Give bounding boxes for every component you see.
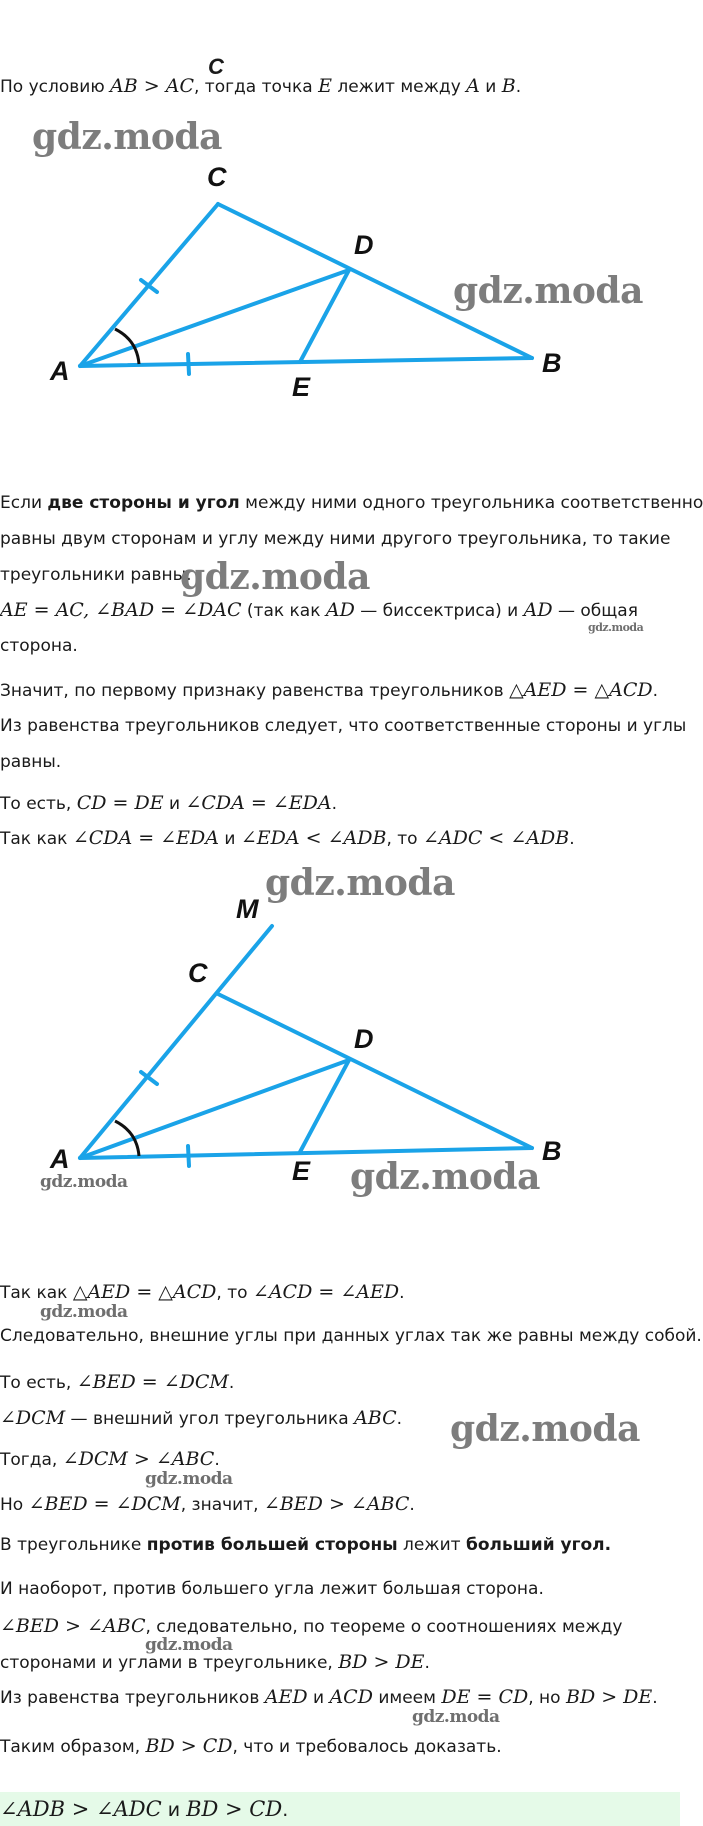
math: △AED = △ACD: [72, 1281, 217, 1303]
watermark: gdz.moda: [180, 556, 370, 598]
text: имеем: [372, 1688, 442, 1708]
math: ∠ACD = ∠AED: [252, 1281, 400, 1303]
paragraph-rule-line2: равны двум сторонам и углу между ними другого треугольника, то такие: [0, 529, 671, 549]
text: Тогда,: [0, 1450, 63, 1470]
watermark: gdz.moda: [350, 1156, 540, 1198]
bold-text: против большей стороны: [146, 1535, 398, 1555]
text: Так как: [0, 1283, 73, 1303]
triangle-figure-2: [0, 880, 680, 1210]
answer-text: [0, 1797, 680, 1822]
text: Но: [0, 1495, 29, 1515]
text: .: [569, 829, 575, 849]
text: , значит,: [180, 1495, 264, 1515]
text: .: [604, 1535, 612, 1555]
paragraph-but: [0, 1492, 680, 1517]
math: ABC: [354, 1407, 397, 1429]
math: ∠BED > ∠ABC: [0, 1615, 146, 1637]
label-c: C: [207, 162, 227, 192]
paragraph-conclusion: [0, 1734, 680, 1759]
text: , то: [216, 1283, 253, 1303]
math: AB > AC: [110, 75, 194, 97]
text: Если: [0, 493, 48, 513]
text: , следовательно, по теореме о соотношениях между: [145, 1617, 623, 1637]
label-a: A: [50, 356, 70, 386]
paragraph-that-is: [0, 791, 680, 816]
angle-arc: [115, 329, 139, 364]
watermark: gdz.moda: [40, 1302, 128, 1322]
label-b: B: [542, 348, 562, 378]
text: и: [307, 1688, 330, 1708]
math: ∠CDA = ∠EDA: [185, 792, 332, 814]
paragraph-external-angles: Следовательно, внешние углы при данных углах так же равны между собой.: [0, 1326, 702, 1346]
paragraph-then: [0, 1447, 680, 1472]
math: AE = AC, ∠BAD = ∠DAC: [0, 599, 242, 621]
text: и: [163, 794, 186, 814]
paragraph-theorem: [0, 1614, 680, 1639]
math: ∠BED = ∠DCM: [76, 1371, 229, 1393]
math: ∠BED = ∠DCM: [28, 1493, 181, 1515]
paragraph-first-criterion: [0, 678, 680, 703]
watermark: gdz.moda: [145, 1635, 233, 1655]
paragraph-bed-dcm: [0, 1370, 680, 1395]
text: По условию: [0, 77, 111, 97]
tick-ae: [188, 354, 189, 374]
text: .: [331, 794, 338, 814]
text: .: [399, 1283, 405, 1303]
angle-arc: [115, 1121, 139, 1156]
label-a: A: [50, 1144, 70, 1174]
segment-ab: [80, 358, 532, 366]
segment-cb: [218, 994, 532, 1148]
paragraph-from-equality: [0, 1685, 680, 1710]
math: BD > CD: [186, 1797, 283, 1821]
math: E: [318, 75, 332, 97]
text: — внешний угол треугольника: [65, 1409, 355, 1429]
text: Значит, по первому признаку равенства треугольников: [0, 681, 510, 701]
paragraph-converse: И наоборот, против большего угла лежит большая сторона.: [0, 1579, 544, 1599]
paragraph-since: [0, 826, 680, 851]
label-c: C: [188, 958, 208, 988]
text: .: [214, 1450, 220, 1470]
math: BD > CD: [145, 1735, 233, 1757]
text: .: [515, 77, 522, 97]
math: CD = DE: [76, 792, 164, 814]
math: DE = CD: [441, 1686, 529, 1708]
text: и: [219, 829, 241, 849]
watermark: gdz.moda: [588, 621, 644, 634]
label-d: D: [354, 230, 374, 260]
text: В треугольнике: [0, 1535, 147, 1555]
text: .: [409, 1495, 415, 1515]
watermark: gdz.moda: [453, 270, 643, 312]
math: ACD: [329, 1686, 373, 1708]
paragraph-condition: [0, 74, 680, 99]
paragraph-side-angle-rule: [0, 1533, 680, 1557]
text: треугольники равны.: [0, 565, 192, 585]
text: лежит: [397, 1535, 466, 1555]
math: BD > DE: [338, 1651, 425, 1673]
text: .: [652, 681, 659, 701]
text: лежит между: [331, 77, 467, 97]
text: , что и требовалось доказать.: [232, 1737, 502, 1757]
math: B: [501, 75, 516, 97]
label-e: E: [292, 372, 311, 402]
text: .: [652, 1688, 658, 1708]
watermark: gdz.moda: [265, 862, 455, 904]
math: △AED = △ACD: [509, 679, 653, 701]
cut-off-label: C: [208, 54, 224, 79]
watermark: gdz.moda: [412, 1707, 500, 1727]
bold-text: две стороны и угол: [47, 493, 240, 513]
text: То есть,: [0, 1373, 77, 1393]
watermark: gdz.moda: [450, 1408, 640, 1450]
text: Из равенства треугольников: [0, 1688, 265, 1708]
watermark: gdz.moda: [40, 1172, 128, 1192]
math: BD > DE: [565, 1686, 653, 1708]
paragraph-equalities-line2: сторона.: [0, 636, 78, 656]
math: AD: [523, 599, 553, 621]
paragraph-consequence: Из равенства треугольников следует, что соответственные стороны и углы: [0, 716, 687, 736]
math: ∠CDA = ∠EDA: [72, 827, 219, 849]
text: То есть,: [0, 794, 77, 814]
math: AED: [264, 1686, 308, 1708]
text: сторонами и углами в треугольнике,: [0, 1653, 339, 1673]
paragraph-consequence-line2: равны.: [0, 752, 62, 772]
text: — общая: [552, 601, 638, 621]
text: Так как: [0, 829, 73, 849]
answer-box: [0, 1792, 680, 1826]
text: между ними одного треугольника соответственно: [239, 493, 703, 513]
label-d: D: [354, 1024, 374, 1054]
math: ∠DCM > ∠ABC: [62, 1448, 215, 1470]
text: .: [282, 1799, 289, 1821]
tick-ae: [188, 1146, 189, 1166]
math: ∠DCM: [0, 1407, 66, 1429]
math: ∠EDA < ∠ADB: [240, 827, 387, 849]
label-e: E: [292, 1156, 311, 1186]
text: , то: [386, 829, 423, 849]
paragraph-theorem-line2: [0, 1650, 680, 1675]
text: , но: [528, 1688, 566, 1708]
watermark: gdz.moda: [145, 1469, 233, 1489]
bold-text: больший угол: [465, 1535, 605, 1555]
text: Таким образом,: [0, 1737, 146, 1757]
text: (так как: [241, 601, 326, 621]
text: — биссектриса) и: [354, 601, 524, 621]
text: и: [479, 77, 502, 97]
math: ∠BED > ∠ABC: [263, 1493, 410, 1515]
math: AD: [325, 599, 355, 621]
label-b: B: [542, 1136, 562, 1166]
label-m: M: [236, 894, 259, 924]
text: и: [161, 1799, 187, 1821]
paragraph-rule: [0, 491, 703, 515]
text: .: [424, 1653, 430, 1673]
math: ∠ADC < ∠ADB: [422, 827, 570, 849]
text: .: [228, 1373, 235, 1393]
math: A: [466, 75, 480, 97]
math: ∠ADB > ∠ADC: [0, 1797, 162, 1821]
watermark: gdz.moda: [32, 116, 222, 158]
text: , тогда точка: [194, 77, 319, 97]
text: .: [396, 1409, 403, 1429]
paragraph-equalities: [0, 598, 680, 623]
